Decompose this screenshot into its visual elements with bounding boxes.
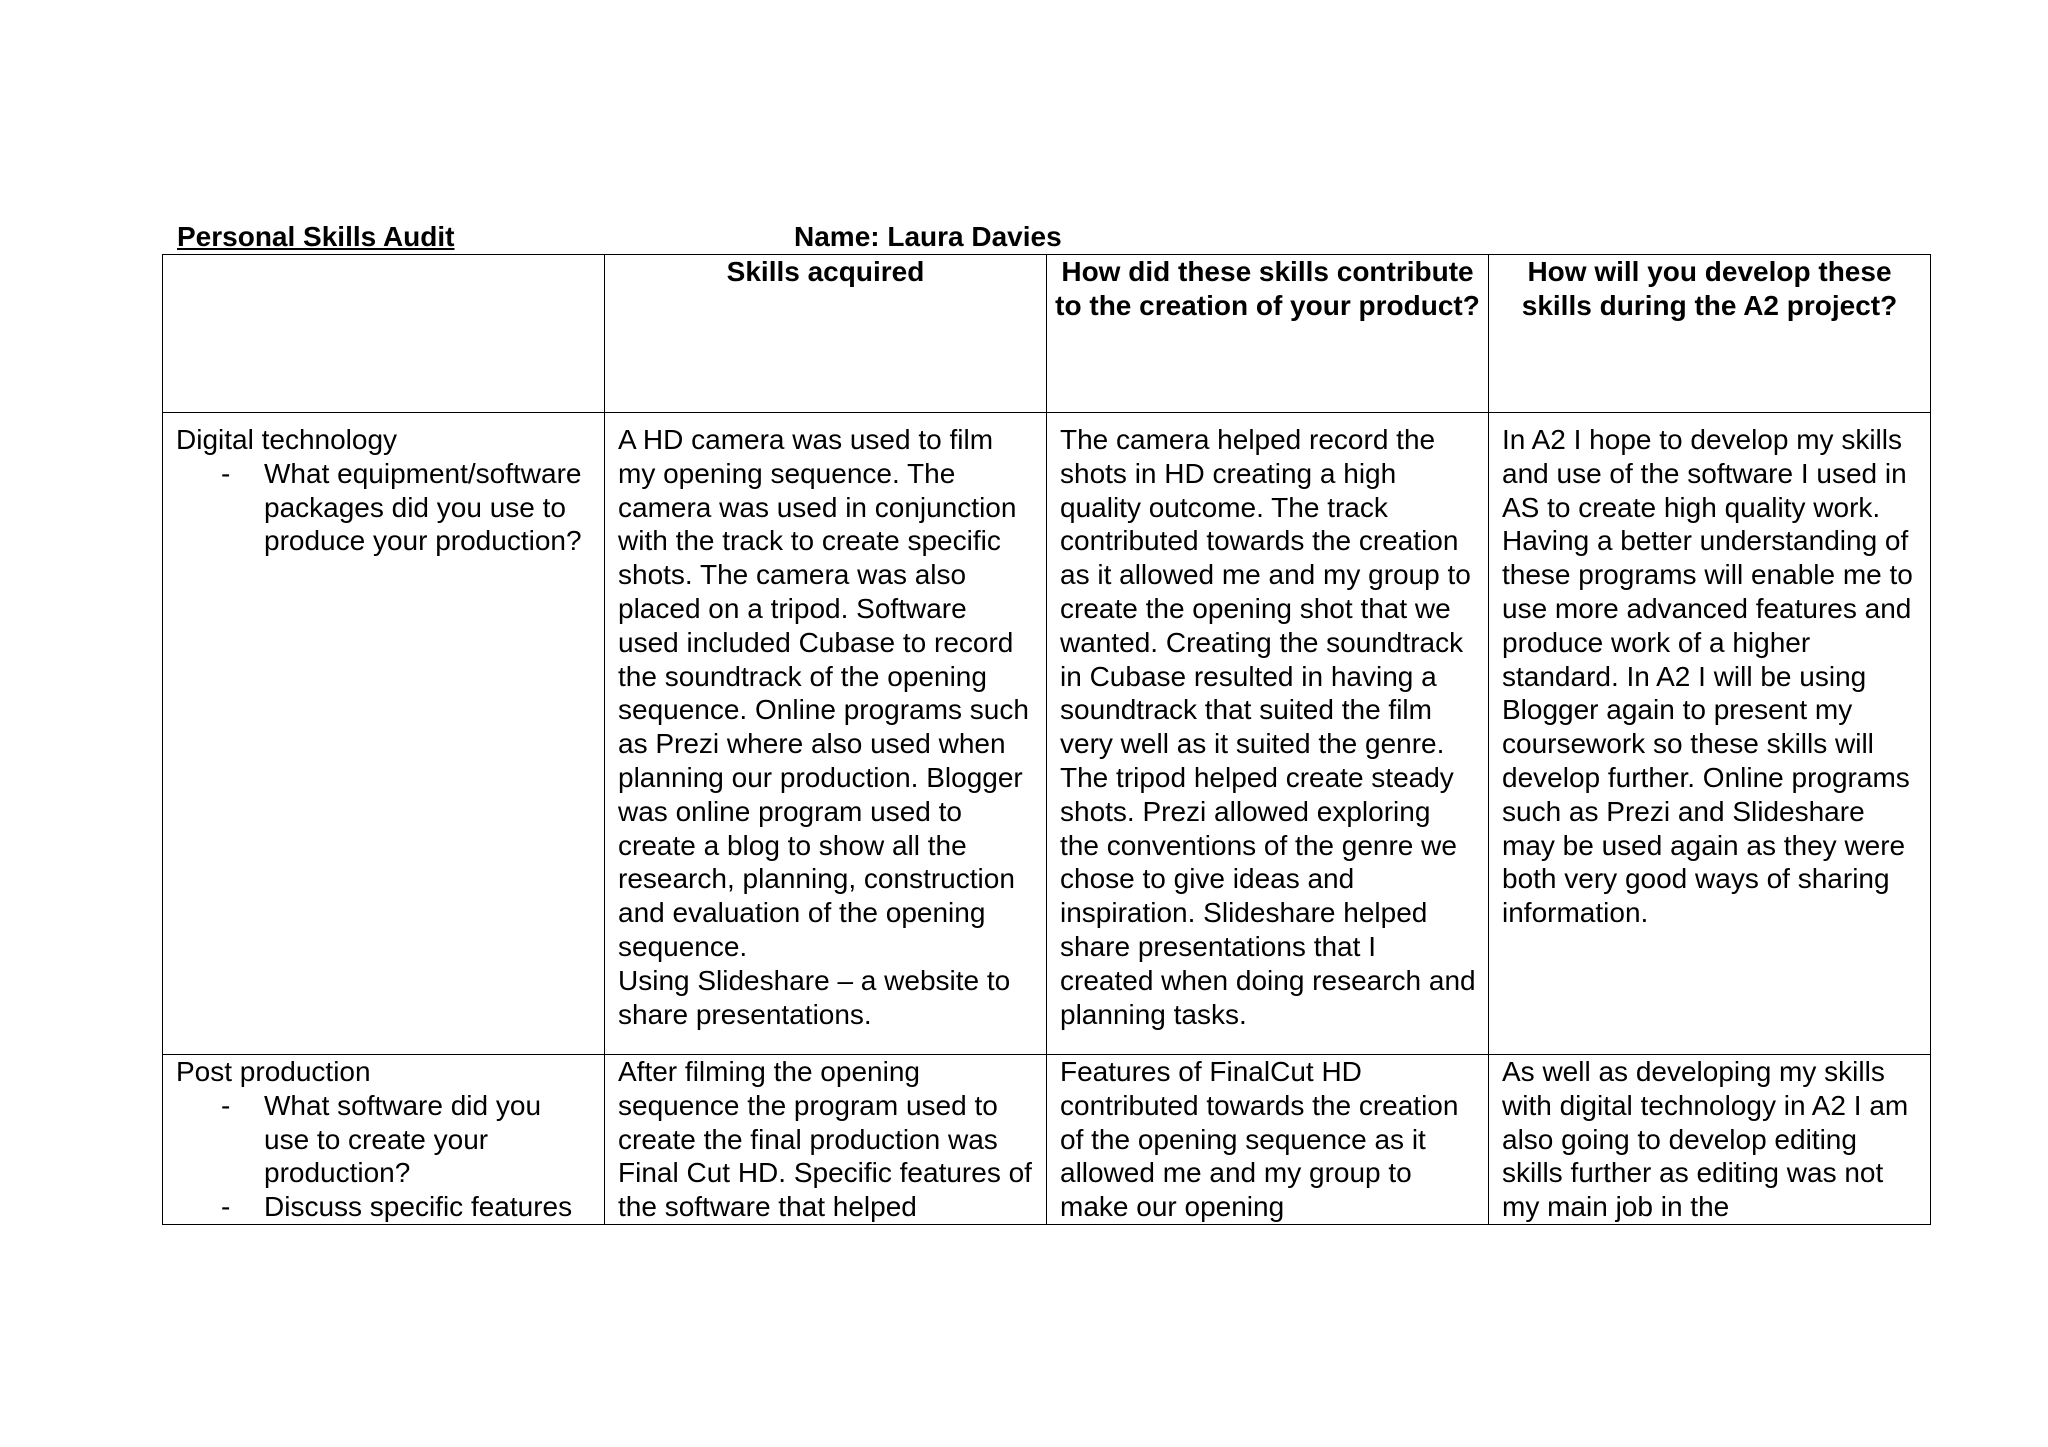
header-cell-contribution: How did these skills contribute to the creation of your product? bbox=[1047, 255, 1489, 413]
development-cell bbox=[1489, 413, 1931, 1055]
category-label: Post production bbox=[176, 1056, 371, 1087]
document-title: Personal Skills Audit bbox=[177, 221, 455, 252]
contribution-cell bbox=[1047, 1055, 1489, 1225]
contribution-text: The camera helped record the shots in HD creating a high quality outcome. The track contributed towards the creation as it allowed me and my group to create the opening shot that we wanted. Creating the soundtrack in Cubase resulted in having a soundtrack that suited the film very well as it suited the genre. The tripod helped create steady shots. Prezi allowed exploring the conventions of the genre we chose to give ideas and inspiration. Slideshare helped share presentations that I created when doing research and planning tasks. bbox=[1060, 424, 1476, 1030]
contribution-cell bbox=[1047, 413, 1489, 1055]
header-cell-skills-acquired: Skills acquired bbox=[605, 255, 1047, 413]
table-header-row bbox=[163, 255, 1931, 413]
skills-acquired-text: After filming the opening sequence the program used to create the final production was Final Cut HD. Specific features of the software that helped bbox=[618, 1056, 1032, 1223]
contribution-text: Features of FinalCut HD contributed towards the creation of the opening sequence as it allowed me and my group to make our opening bbox=[1060, 1056, 1459, 1223]
category-label: Digital technology bbox=[176, 424, 398, 455]
header-cell-development: How will you develop these skills during the A2 project? bbox=[1489, 255, 1931, 413]
question-item: - Discuss specific features bbox=[264, 1190, 592, 1224]
skills-acquired-cell bbox=[605, 413, 1047, 1055]
student-name: Name: Laura Davies bbox=[794, 221, 1062, 252]
question-item: - What software did you use to create your production? bbox=[264, 1089, 592, 1190]
table-row-digital-technology bbox=[163, 413, 1931, 1055]
category-cell bbox=[163, 1055, 605, 1225]
category-cell bbox=[163, 413, 605, 1055]
document-header bbox=[177, 220, 1937, 254]
skills-acquired-text: A HD camera was used to film my opening sequence. The camera was used in conjunction with the track to create specific shots. The camera was also placed on a tripod. Software used included Cubase to record the soundtrack of the opening sequence. Online programs such as Prezi where also used when planning our production. Blogger was online program used to create a blog to show all the research, planning, construction and evaluation of the opening sequence. bbox=[618, 424, 1029, 962]
question-item: - What equipment/software packages did you use to produce your production? bbox=[264, 457, 592, 558]
development-text: In A2 I hope to develop my skills and use of the software I used in AS to create high quality work. Having a better understanding of these programs will enable me to use more advanced features and produce work of a higher standard. In A2 I will be using Blogger again to present my coursework so these skills will develop further. Online programs such as Prezi and Slideshare may be used again as they were both very good ways of sharing information. bbox=[1502, 424, 1913, 929]
development-text: As well as developing my skills with digital technology in A2 I am also going to develop editing skills further as editing was not my main job in the bbox=[1502, 1056, 1909, 1223]
header-cell-blank bbox=[163, 255, 605, 413]
question-list bbox=[176, 1089, 592, 1224]
skills-acquired-extra: Using Slideshare – a website to share presentations. bbox=[618, 964, 1011, 1030]
table-row-post-production bbox=[163, 1055, 1931, 1225]
question-list bbox=[176, 457, 592, 558]
skills-audit-table bbox=[162, 254, 1931, 1225]
skills-acquired-cell bbox=[605, 1055, 1047, 1225]
development-cell bbox=[1489, 1055, 1931, 1225]
